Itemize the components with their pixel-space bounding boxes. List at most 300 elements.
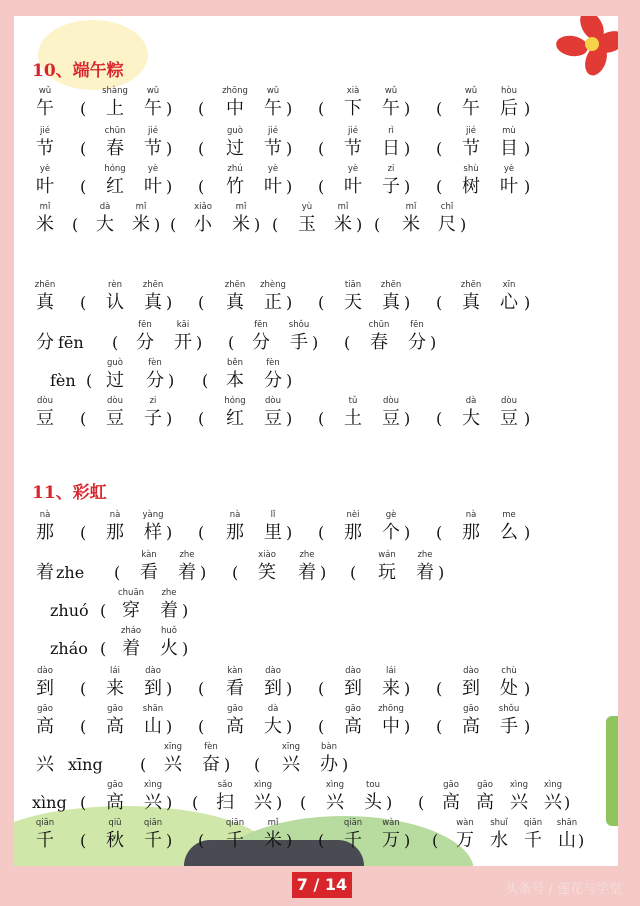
hanzi-character: 午	[382, 98, 400, 119]
pinyin-label: sǎo	[217, 780, 233, 790]
pinyin-label: gāo	[37, 704, 53, 714]
pinyin-label: xìng	[143, 780, 163, 790]
hanzi-character: 开	[174, 332, 192, 353]
parenthesis: )	[430, 333, 437, 352]
pinyin-label: kàn	[227, 666, 243, 676]
hanzi-character: 真	[144, 292, 162, 313]
parenthesis: )	[524, 99, 531, 118]
hanzi-character: 真	[36, 292, 54, 313]
hanzi-character: 那	[344, 522, 362, 543]
hanzi-character: 红	[226, 408, 244, 429]
parenthesis: (	[432, 831, 439, 850]
pinyin-label: mǐ	[235, 202, 247, 212]
hanzi-character: 高	[226, 716, 244, 737]
pinyin-label: gāo	[463, 704, 479, 714]
pinyin-label: zi	[387, 164, 395, 174]
pinyin-label: jié	[268, 126, 278, 136]
character-with-pinyin	[140, 394, 166, 430]
character-with-pinyin	[32, 508, 58, 544]
pinyin-label: xìng	[253, 780, 273, 790]
parenthesis: )	[404, 99, 411, 118]
character-with-pinyin	[222, 508, 248, 544]
section-title: 11、彩虹	[32, 483, 107, 503]
character-with-pinyin	[340, 816, 366, 852]
pinyin-label: dào	[145, 666, 161, 676]
parenthesis: (	[350, 563, 357, 582]
pinyin-label: jié	[148, 126, 158, 136]
hanzi-character: 过	[226, 138, 244, 159]
hanzi-character: 子	[382, 176, 400, 197]
character-with-pinyin	[496, 84, 522, 120]
hanzi-character: 千	[144, 830, 162, 851]
parenthesis: )	[224, 755, 231, 774]
pinyin-label: zhēn	[34, 280, 56, 290]
character-with-pinyin	[140, 664, 166, 700]
character-with-pinyin	[496, 702, 522, 738]
pinyin-label: qiān	[343, 818, 363, 828]
pinyin-label: lái	[110, 666, 120, 676]
pinyin-label: zhe	[417, 550, 433, 560]
character-with-pinyin	[102, 84, 128, 120]
character-with-pinyin	[260, 394, 286, 430]
pinyin-label: dào	[37, 666, 53, 676]
character-with-pinyin	[378, 124, 404, 160]
hanzi-character: 真	[226, 292, 244, 313]
character-with-pinyin	[378, 162, 404, 198]
parenthesis: )	[286, 139, 293, 158]
character-with-pinyin	[378, 394, 404, 430]
hanzi-character: 兴	[164, 754, 182, 775]
character-with-pinyin	[260, 702, 286, 738]
hanzi-character: 叶	[36, 176, 54, 197]
character-with-pinyin	[340, 84, 366, 120]
character-with-pinyin	[260, 816, 286, 852]
parenthesis: )	[166, 717, 173, 736]
pinyin-label: fēn	[410, 320, 424, 330]
page-indicator[interactable]: 7 / 14	[292, 872, 352, 898]
character-with-pinyin	[260, 278, 286, 314]
pinyin-label: fēn	[138, 320, 152, 330]
parenthesis: )	[524, 679, 531, 698]
character-with-pinyin	[198, 740, 224, 776]
character-with-pinyin	[228, 200, 254, 236]
pinyin-label: zi	[149, 396, 157, 406]
parenthesis: (	[318, 679, 325, 698]
hanzi-character: 子	[144, 408, 162, 429]
parenthesis: (	[272, 215, 279, 234]
character-with-pinyin	[458, 394, 484, 430]
character-with-pinyin	[102, 816, 128, 852]
hanzi-character: 看	[140, 562, 158, 583]
character-with-pinyin	[260, 356, 286, 392]
hanzi-character: 到	[36, 678, 54, 699]
character-with-pinyin	[140, 162, 166, 198]
hanzi-character: 叶	[144, 176, 162, 197]
parenthesis: )	[286, 177, 293, 196]
parenthesis: (	[80, 831, 87, 850]
pinyin-label: nà	[229, 510, 241, 520]
parenthesis: )	[166, 679, 173, 698]
hanzi-character: 穿	[122, 600, 140, 621]
character-with-pinyin	[286, 318, 312, 354]
parenthesis: (	[198, 177, 205, 196]
character-with-pinyin	[248, 318, 274, 354]
hanzi-character: 本	[226, 370, 244, 391]
pinyin-label: qiān	[143, 818, 163, 828]
parenthesis: )	[524, 139, 531, 158]
character-with-pinyin	[32, 664, 58, 700]
parenthesis: )	[166, 293, 173, 312]
hanzi-character: 尺	[438, 214, 456, 235]
hanzi-character: 兴	[510, 792, 528, 813]
character-with-pinyin	[32, 318, 58, 354]
character-with-pinyin	[294, 200, 320, 236]
pinyin-label: gāo	[477, 780, 493, 790]
character-with-pinyin	[140, 84, 166, 120]
character-with-pinyin	[554, 816, 580, 852]
inline-pinyin: fèn	[50, 371, 76, 390]
hanzi-character: 那	[106, 522, 124, 543]
parenthesis: (	[436, 99, 443, 118]
character-with-pinyin	[222, 816, 248, 852]
character-with-pinyin	[496, 162, 522, 198]
parenthesis: )	[564, 793, 571, 812]
pinyin-label: chuān	[118, 588, 145, 598]
character-with-pinyin	[340, 702, 366, 738]
inline-pinyin: fēn	[58, 333, 84, 352]
character-with-pinyin	[102, 702, 128, 738]
pinyin-label: qiū	[108, 818, 122, 828]
pinyin-label: mǐ	[267, 818, 279, 828]
character-with-pinyin	[32, 548, 58, 584]
hanzi-character: 万	[382, 830, 400, 851]
parenthesis: (	[80, 293, 87, 312]
section-title: 10、端午粽	[32, 61, 124, 81]
pinyin-label: zhèng	[260, 280, 286, 290]
hanzi-character: 下	[344, 98, 362, 119]
pinyin-label: rèn	[108, 280, 122, 290]
character-with-pinyin	[260, 664, 286, 700]
pinyin-label: jié	[466, 126, 476, 136]
hanzi-character: 万	[456, 830, 474, 851]
pinyin-label: qiān	[225, 818, 245, 828]
parenthesis: (	[198, 717, 205, 736]
parenthesis: (	[198, 679, 205, 698]
character-with-pinyin	[378, 278, 404, 314]
pinyin-label: zhēn	[460, 280, 482, 290]
parenthesis: (	[436, 177, 443, 196]
pinyin-label: chūn	[368, 320, 390, 330]
hanzi-character: 山	[558, 830, 576, 851]
hanzi-character: 来	[382, 678, 400, 699]
hanzi-character: 千	[226, 830, 244, 851]
hanzi-character: 米	[402, 214, 420, 235]
hanzi-character: 大	[462, 408, 480, 429]
hanzi-character: 春	[106, 138, 124, 159]
pinyin-label: dà	[99, 202, 111, 212]
parenthesis: )	[524, 523, 531, 542]
parenthesis: )	[154, 215, 161, 234]
parenthesis: (	[100, 639, 107, 658]
hanzi-character: 米	[334, 214, 352, 235]
character-with-pinyin	[156, 624, 182, 660]
character-with-pinyin	[378, 816, 404, 852]
hanzi-character: 米	[232, 214, 250, 235]
pinyin-label: yè	[147, 164, 159, 174]
parenthesis: (	[198, 293, 205, 312]
character-with-pinyin	[374, 548, 400, 584]
inline-pinyin: zhe	[56, 563, 85, 582]
parenthesis: (	[436, 409, 443, 428]
parenthesis: )	[286, 679, 293, 698]
hanzi-character: 着	[160, 600, 178, 621]
character-with-pinyin	[102, 278, 128, 314]
character-with-pinyin	[496, 278, 522, 314]
hanzi-character: 真	[382, 292, 400, 313]
parenthesis: (	[140, 755, 147, 774]
parenthesis: )	[438, 563, 445, 582]
parenthesis: (	[318, 831, 325, 850]
character-with-pinyin	[378, 508, 404, 544]
hanzi-character: 千	[36, 830, 54, 851]
character-with-pinyin	[142, 356, 168, 392]
hanzi-character: 手	[500, 716, 518, 737]
character-with-pinyin	[128, 200, 154, 236]
parenthesis: (	[80, 717, 87, 736]
pinyin-label: fèn	[204, 742, 218, 752]
pinyin-label: huǒ	[161, 626, 177, 636]
parenthesis: )	[286, 409, 293, 428]
character-with-pinyin	[316, 740, 342, 776]
pinyin-label: yè	[347, 164, 359, 174]
parenthesis: (	[436, 523, 443, 542]
hanzi-character: 那	[226, 522, 244, 543]
hanzi-character: 分	[146, 370, 164, 391]
parenthesis: )	[286, 293, 293, 312]
parenthesis: (	[202, 371, 209, 390]
pinyin-label: zhēn	[224, 280, 246, 290]
character-with-pinyin	[458, 278, 484, 314]
pinyin-label: mǐ	[135, 202, 147, 212]
hanzi-character: 笑	[258, 562, 276, 583]
pinyin-label: xià	[346, 86, 360, 96]
character-with-pinyin	[140, 816, 166, 852]
parenthesis: (	[228, 333, 235, 352]
character-with-pinyin	[398, 200, 424, 236]
character-with-pinyin	[118, 624, 144, 660]
hanzi-character: 来	[106, 678, 124, 699]
pinyin-label: wǔ	[266, 86, 280, 96]
hanzi-character: 心	[500, 292, 518, 313]
parenthesis: (	[198, 523, 205, 542]
hanzi-character: 目	[500, 138, 518, 159]
character-with-pinyin	[434, 200, 460, 236]
hanzi-character: 山	[144, 716, 162, 737]
parenthesis: )	[524, 409, 531, 428]
parenthesis: (	[114, 563, 121, 582]
character-with-pinyin	[102, 664, 128, 700]
parenthesis: (	[198, 409, 205, 428]
pinyin-label: wǔ	[384, 86, 398, 96]
inline-pinyin: xīng	[68, 755, 103, 774]
pinyin-label: xīng	[163, 742, 183, 752]
pinyin-label: dòu	[501, 396, 517, 406]
parenthesis: )	[286, 717, 293, 736]
hanzi-character: 兴	[36, 754, 54, 775]
pinyin-label: yàng	[142, 510, 164, 520]
pinyin-label: zhēn	[142, 280, 164, 290]
character-with-pinyin	[378, 664, 404, 700]
pinyin-label	[32, 318, 58, 332]
character-with-pinyin	[170, 318, 196, 354]
hanzi-character: 头	[364, 792, 382, 813]
parenthesis: (	[80, 523, 87, 542]
parenthesis: )	[524, 717, 531, 736]
pinyin-label: mù	[502, 126, 516, 136]
parenthesis: )	[524, 177, 531, 196]
hanzi-character: 处	[500, 678, 518, 699]
character-with-pinyin	[118, 586, 144, 622]
pinyin-label: gāo	[345, 704, 361, 714]
hanzi-character: 高	[106, 792, 124, 813]
character-with-pinyin	[32, 816, 58, 852]
hanzi-character: 树	[462, 176, 480, 197]
pinyin-label: nèi	[346, 510, 360, 520]
pinyin-label: zhe	[299, 550, 315, 560]
character-with-pinyin	[340, 162, 366, 198]
pinyin-label: shù	[463, 164, 479, 174]
hanzi-character: 兴	[144, 792, 162, 813]
pinyin-label: guò	[227, 126, 243, 136]
hanzi-character: 豆	[500, 408, 518, 429]
pinyin-label: zhú	[227, 164, 243, 174]
parenthesis: (	[436, 293, 443, 312]
character-with-pinyin	[458, 162, 484, 198]
parenthesis: (	[170, 215, 177, 234]
hanzi-character: 个	[382, 522, 400, 543]
parenthesis: )	[286, 831, 293, 850]
character-with-pinyin	[160, 740, 186, 776]
parenthesis: (	[198, 139, 205, 158]
character-with-pinyin	[132, 318, 158, 354]
pinyin-label: hóng	[104, 164, 126, 174]
character-with-pinyin	[222, 356, 248, 392]
hanzi-character: 豆	[36, 408, 54, 429]
pinyin-label: qiān	[35, 818, 55, 828]
hanzi-character: 认	[106, 292, 124, 313]
character-with-pinyin	[340, 664, 366, 700]
character-with-pinyin	[102, 162, 128, 198]
parenthesis: (	[254, 755, 261, 774]
pinyin-label: mǐ	[405, 202, 417, 212]
character-with-pinyin	[212, 778, 238, 814]
hanzi-character: 兴	[326, 792, 344, 813]
pinyin-label: gāo	[107, 780, 123, 790]
parenthesis: (	[436, 717, 443, 736]
pinyin-label: dòu	[107, 396, 123, 406]
inline-pinyin: xìng	[32, 793, 67, 812]
pinyin-label: chǐ	[440, 202, 454, 212]
pinyin-label: yù	[301, 202, 313, 212]
character-with-pinyin	[174, 548, 200, 584]
character-with-pinyin	[294, 548, 320, 584]
character-with-pinyin	[32, 200, 58, 236]
parenthesis: (	[198, 99, 205, 118]
character-with-pinyin	[360, 778, 386, 814]
hanzi-character: 午	[36, 98, 54, 119]
character-with-pinyin	[140, 124, 166, 160]
pinyin-label: zháo	[120, 626, 142, 636]
character-with-pinyin	[412, 548, 438, 584]
character-with-pinyin	[140, 508, 166, 544]
hanzi-character: 高	[442, 792, 460, 813]
character-with-pinyin	[322, 778, 348, 814]
pinyin-label: fèn	[148, 358, 162, 368]
character-with-pinyin	[340, 394, 366, 430]
character-with-pinyin	[32, 84, 58, 120]
hanzi-character: 奋	[202, 754, 220, 775]
pinyin-label: xìng	[325, 780, 345, 790]
pinyin-label: shǒu	[498, 704, 520, 714]
parenthesis: )	[182, 601, 189, 620]
pinyin-label: hòu	[501, 86, 517, 96]
hanzi-character: 玩	[378, 562, 396, 583]
hanzi-character: 春	[370, 332, 388, 353]
character-with-pinyin	[156, 586, 182, 622]
pinyin-label: xīng	[281, 742, 301, 752]
flower-decoration-icon	[552, 16, 618, 78]
parenthesis: (	[318, 409, 325, 428]
pinyin-label: shān	[556, 818, 578, 828]
pinyin-label: bàn	[321, 742, 337, 752]
character-with-pinyin	[140, 778, 166, 814]
character-with-pinyin	[190, 200, 216, 236]
character-with-pinyin	[496, 664, 522, 700]
pinyin-label: tiān	[344, 280, 362, 290]
hanzi-character: 日	[382, 138, 400, 159]
parenthesis: )	[342, 755, 349, 774]
character-with-pinyin	[458, 84, 484, 120]
character-with-pinyin	[32, 740, 58, 776]
parenthesis: )	[404, 523, 411, 542]
hanzi-character: 竹	[226, 176, 244, 197]
character-with-pinyin	[540, 778, 566, 814]
hanzi-character: 玉	[298, 214, 316, 235]
character-with-pinyin	[520, 816, 546, 852]
pinyin-label: shǒu	[288, 320, 310, 330]
hanzi-character: 千	[344, 830, 362, 851]
pinyin-label: gāo	[443, 780, 459, 790]
pinyin-label: nà	[39, 510, 51, 520]
hanzi-character: 兴	[254, 792, 272, 813]
character-with-pinyin	[222, 162, 248, 198]
hanzi-character: 那	[36, 522, 54, 543]
hanzi-character: 节	[462, 138, 480, 159]
character-with-pinyin	[366, 318, 392, 354]
pinyin-label: zhōng	[378, 704, 404, 714]
character-with-pinyin	[222, 702, 248, 738]
parenthesis: (	[318, 99, 325, 118]
character-with-pinyin	[222, 124, 248, 160]
hanzi-character: 兴	[544, 792, 562, 813]
hanzi-character: 水	[490, 830, 508, 851]
hanzi-character: 千	[524, 830, 542, 851]
character-with-pinyin	[404, 318, 430, 354]
hanzi-character: 么	[500, 522, 518, 543]
hanzi-character: 大	[264, 716, 282, 737]
hanzi-character: 里	[264, 522, 282, 543]
parenthesis: (	[418, 793, 425, 812]
